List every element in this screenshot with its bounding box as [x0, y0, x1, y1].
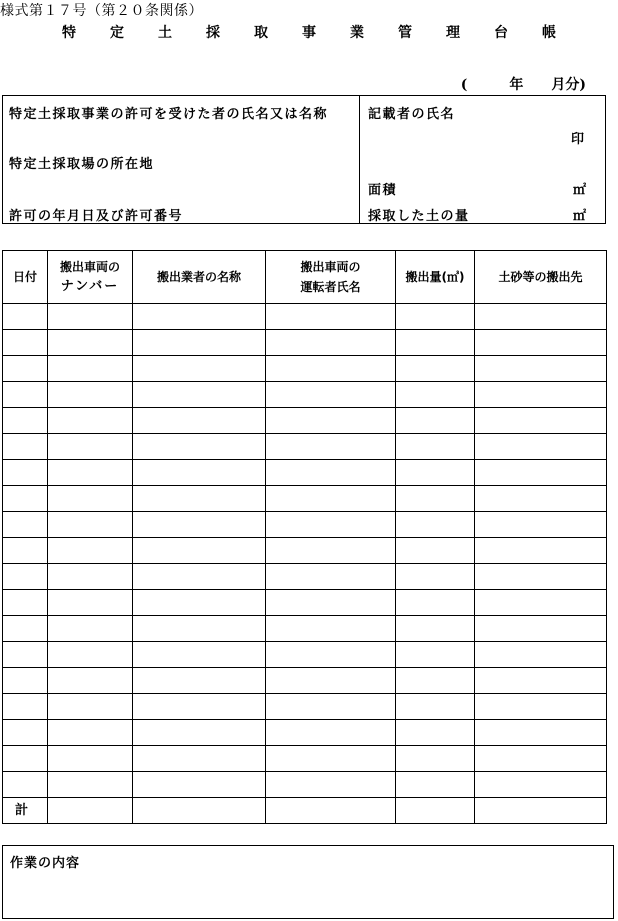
cell-date[interactable] [3, 512, 48, 538]
site-location-label: 特定土採取場の所在地 [9, 157, 155, 172]
cell-volume[interactable] [396, 460, 475, 486]
cell-company[interactable] [133, 590, 266, 616]
cell-company[interactable] [133, 772, 266, 798]
table-row [3, 538, 607, 564]
total-volume[interactable] [396, 798, 475, 824]
header-vehicle-number [48, 251, 133, 304]
cell-volume[interactable] [396, 304, 475, 330]
cell-destination[interactable] [475, 538, 607, 564]
cell-vehicle-number[interactable] [48, 694, 133, 720]
table-row [3, 408, 607, 434]
cell-vehicle-number[interactable] [48, 746, 133, 772]
header-driver-line1: 搬出車両の [300, 260, 361, 274]
table-row [3, 382, 607, 408]
cell-vehicle-number[interactable] [48, 330, 133, 356]
cell-destination[interactable] [475, 668, 607, 694]
total-destination[interactable] [475, 798, 607, 824]
cell-date[interactable] [3, 356, 48, 382]
cell-vehicle-number[interactable] [48, 642, 133, 668]
cell-vehicle-number[interactable] [48, 564, 133, 590]
cell-vehicle-number[interactable] [48, 772, 133, 798]
cell-vehicle-number[interactable] [48, 460, 133, 486]
table-row [3, 590, 607, 616]
cell-date[interactable] [3, 486, 48, 512]
cell-date[interactable] [3, 720, 48, 746]
total-company[interactable] [133, 798, 266, 824]
cell-destination[interactable] [475, 434, 607, 460]
header-vehicle-line2: ナンバー [60, 279, 120, 294]
total-label: 計 [3, 798, 48, 824]
cell-volume[interactable] [396, 356, 475, 382]
cell-company[interactable] [133, 642, 266, 668]
cell-driver[interactable] [266, 330, 396, 356]
cell-date[interactable] [3, 694, 48, 720]
cell-driver[interactable] [266, 382, 396, 408]
header-vehicle-line1: 搬出車両の [59, 260, 120, 274]
area-unit: ㎡ [573, 183, 588, 198]
cell-company[interactable] [133, 564, 266, 590]
cell-company[interactable] [133, 694, 266, 720]
cell-vehicle-number[interactable] [48, 382, 133, 408]
cell-driver[interactable] [266, 668, 396, 694]
cell-company[interactable] [133, 330, 266, 356]
cell-destination[interactable] [475, 616, 607, 642]
table-row [3, 486, 607, 512]
cell-vehicle-number[interactable] [48, 512, 133, 538]
work-description-box[interactable] [2, 845, 614, 919]
volume-label: 採取した土の量 [368, 209, 470, 224]
table-row [3, 434, 607, 460]
permit-holder-label: 特定土採取事業の許可を受けた者の氏名又は名称 [9, 107, 329, 122]
table-row [3, 668, 607, 694]
cell-volume[interactable] [396, 668, 475, 694]
work-description-label: 作業の内容 [10, 856, 81, 871]
cell-destination[interactable] [475, 564, 607, 590]
title-char: 帳 [542, 25, 556, 41]
table-row [3, 642, 607, 668]
cell-destination[interactable] [475, 746, 607, 772]
total-row [3, 798, 607, 824]
cell-destination[interactable] [475, 382, 607, 408]
cell-vehicle-number[interactable] [48, 720, 133, 746]
table-row [3, 746, 607, 772]
cell-vehicle-number[interactable] [48, 616, 133, 642]
title-char: 管 [398, 25, 412, 41]
cell-company[interactable] [133, 434, 266, 460]
permit-date-number-label: 許可の年月日及び許可番号 [9, 209, 184, 224]
table-body [3, 304, 607, 824]
cell-destination[interactable] [475, 408, 607, 434]
cell-driver[interactable] [266, 720, 396, 746]
table-row [3, 616, 607, 642]
header-volume: 搬出量(㎥) [396, 251, 475, 304]
cell-destination[interactable] [475, 512, 607, 538]
cell-company[interactable] [133, 408, 266, 434]
cell-company[interactable] [133, 512, 266, 538]
total-driver[interactable] [266, 798, 396, 824]
info-divider [359, 96, 360, 223]
cell-destination[interactable] [475, 694, 607, 720]
cell-vehicle-number[interactable] [48, 304, 133, 330]
cell-date[interactable] [3, 616, 48, 642]
cell-company[interactable] [133, 382, 266, 408]
cell-destination[interactable] [475, 460, 607, 486]
cell-driver[interactable] [266, 538, 396, 564]
cell-vehicle-number[interactable] [48, 408, 133, 434]
cell-vehicle-number[interactable] [48, 486, 133, 512]
title-char: 取 [254, 25, 268, 41]
cell-company[interactable] [133, 460, 266, 486]
cell-driver[interactable] [266, 564, 396, 590]
cell-volume[interactable] [396, 642, 475, 668]
permit-info-box [2, 95, 606, 224]
header-driver-line2: 運転者氏名 [300, 280, 361, 294]
cell-volume[interactable] [396, 772, 475, 798]
title-char: 理 [446, 25, 460, 41]
recorder-name-label: 記載者の氏名 [368, 107, 456, 122]
cell-driver[interactable] [266, 694, 396, 720]
cell-date[interactable] [3, 564, 48, 590]
cell-driver[interactable] [266, 356, 396, 382]
title-char: 業 [350, 25, 364, 41]
cell-vehicle-number[interactable] [48, 538, 133, 564]
cell-destination[interactable] [475, 590, 607, 616]
transport-log-table [2, 250, 607, 824]
cell-destination[interactable] [475, 486, 607, 512]
cell-driver[interactable] [266, 616, 396, 642]
page-title [0, 22, 618, 42]
cell-volume[interactable] [396, 616, 475, 642]
cell-vehicle-number[interactable] [48, 356, 133, 382]
cell-company[interactable] [133, 668, 266, 694]
table-header-row [3, 251, 607, 304]
cell-destination[interactable] [475, 330, 607, 356]
cell-driver[interactable] [266, 642, 396, 668]
cell-volume[interactable] [396, 408, 475, 434]
cell-date[interactable] [3, 668, 48, 694]
cell-destination[interactable] [475, 772, 607, 798]
cell-date[interactable] [3, 408, 48, 434]
cell-driver[interactable] [266, 434, 396, 460]
cell-company[interactable] [133, 304, 266, 330]
cell-vehicle-number[interactable] [48, 590, 133, 616]
cell-driver[interactable] [266, 304, 396, 330]
cell-destination[interactable] [475, 304, 607, 330]
table-row [3, 564, 607, 590]
seal-label: 印 [571, 132, 586, 147]
cell-date[interactable] [3, 590, 48, 616]
cell-volume[interactable] [396, 538, 475, 564]
cell-driver[interactable] [266, 486, 396, 512]
header-date: 日付 [3, 251, 48, 304]
cell-volume[interactable] [396, 720, 475, 746]
total-vehicle-number[interactable] [48, 798, 133, 824]
header-driver-name [266, 251, 396, 304]
cell-date[interactable] [3, 382, 48, 408]
header-destination: 土砂等の搬出先 [475, 251, 607, 304]
cell-company[interactable] [133, 720, 266, 746]
table-row [3, 772, 607, 798]
cell-destination[interactable] [475, 642, 607, 668]
cell-company[interactable] [133, 486, 266, 512]
cell-date[interactable] [3, 746, 48, 772]
cell-driver[interactable] [266, 408, 396, 434]
table-row [3, 330, 607, 356]
cell-driver[interactable] [266, 772, 396, 798]
cell-volume[interactable] [396, 382, 475, 408]
period-year-month: ( 年 月分) [460, 77, 586, 93]
cell-date[interactable] [3, 434, 48, 460]
cell-date[interactable] [3, 460, 48, 486]
cell-volume[interactable] [396, 564, 475, 590]
cell-volume[interactable] [396, 746, 475, 772]
table-row [3, 720, 607, 746]
cell-driver[interactable] [266, 460, 396, 486]
cell-company[interactable] [133, 616, 266, 642]
header-company-name: 搬出業者の名称 [133, 251, 266, 304]
cell-volume[interactable] [396, 330, 475, 356]
title-char: 特 [62, 25, 76, 41]
form-number: 様式第１７号（第２０条関係） [0, 3, 203, 19]
cell-driver[interactable] [266, 746, 396, 772]
cell-destination[interactable] [475, 356, 607, 382]
cell-date[interactable] [3, 304, 48, 330]
table-row [3, 512, 607, 538]
cell-date[interactable] [3, 538, 48, 564]
cell-driver[interactable] [266, 590, 396, 616]
area-label: 面積 [368, 183, 398, 198]
title-char: 定 [110, 25, 124, 41]
title-char: 台 [494, 25, 508, 41]
cell-volume[interactable] [396, 486, 475, 512]
cell-date[interactable] [3, 330, 48, 356]
cell-driver[interactable] [266, 512, 396, 538]
table-row [3, 694, 607, 720]
cell-company[interactable] [133, 356, 266, 382]
table-row [3, 356, 607, 382]
cell-company[interactable] [133, 746, 266, 772]
title-char: 採 [206, 25, 220, 41]
title-char: 事 [302, 25, 316, 41]
cell-destination[interactable] [475, 720, 607, 746]
cell-vehicle-number[interactable] [48, 434, 133, 460]
cell-volume[interactable] [396, 590, 475, 616]
table-row [3, 460, 607, 486]
volume-unit: ㎡ [573, 209, 588, 224]
cell-date[interactable] [3, 772, 48, 798]
cell-date[interactable] [3, 642, 48, 668]
cell-company[interactable] [133, 538, 266, 564]
table-row [3, 304, 607, 330]
cell-volume[interactable] [396, 512, 475, 538]
cell-vehicle-number[interactable] [48, 668, 133, 694]
cell-volume[interactable] [396, 694, 475, 720]
cell-volume[interactable] [396, 434, 475, 460]
title-char: 土 [158, 25, 172, 41]
